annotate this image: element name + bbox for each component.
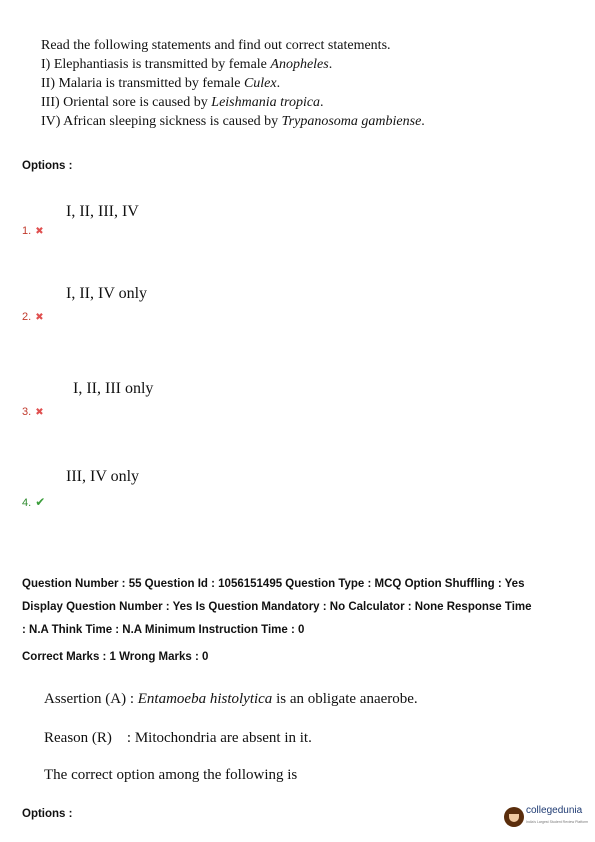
check-icon: ✔ — [35, 495, 46, 509]
option-2-text: I, II, IV only — [66, 285, 148, 302]
options-label-2: Options : — [22, 808, 73, 820]
cross-icon: ✖ — [35, 312, 44, 323]
cross-icon: ✖ — [35, 226, 44, 237]
assertion: Assertion (A) : Entamoeba histolytica is an obligate anaerobe. — [44, 691, 418, 707]
option-3[interactable] — [22, 406, 44, 418]
statement-1: I) Elephantiasis is transmitted by female Anopheles. — [41, 57, 333, 72]
option-4-text: III, IV only — [66, 468, 140, 485]
option-1[interactable] — [22, 225, 44, 237]
option-2[interactable] — [22, 311, 44, 323]
option-1-text: I, II, III, IV — [66, 203, 139, 220]
statement-3: III) Oriental sore is caused by Leishmania tropica. — [41, 95, 324, 110]
question-marks: Correct Marks : 1 Wrong Marks : 0 — [22, 651, 209, 663]
cross-icon: ✖ — [35, 407, 44, 418]
mascot-icon — [504, 807, 524, 827]
reason: Reason (R) : Mitochondria are absent in it. — [44, 730, 312, 746]
option-4-number: 4. — [22, 497, 32, 509]
option-1-number: 1. — [22, 225, 32, 237]
options-label: Options : — [22, 160, 73, 172]
question-prompt: The correct option among the following is — [44, 767, 298, 783]
option-2-number: 2. — [22, 311, 32, 323]
statement-4: IV) African sleeping sickness is caused by Trypanosoma gambiense. — [41, 114, 425, 129]
question-intro: Read the following statements and find out correct statements. — [41, 38, 391, 53]
question-meta-line-3: : N.A Think Time : N.A Minimum Instruction Time : 0 — [22, 624, 305, 636]
collegedunia-logo — [504, 806, 588, 827]
option-3-text: I, II, III only — [73, 380, 154, 397]
option-3-number: 3. — [22, 406, 32, 418]
question-meta-line-1: Question Number : 55 Question Id : 1056151495 Question Type : MCQ Option Shuffling : Yes — [22, 578, 525, 590]
statement-2: II) Malaria is transmitted by female Culex. — [41, 76, 281, 91]
option-4[interactable] — [22, 495, 45, 509]
question-meta-line-2: Display Question Number : Yes Is Question Mandatory : No Calculator : None Response Time — [22, 601, 532, 613]
logo-tagline: India's Largest Student Review Platform — [526, 820, 589, 824]
logo-name: collegedunia — [526, 805, 583, 816]
